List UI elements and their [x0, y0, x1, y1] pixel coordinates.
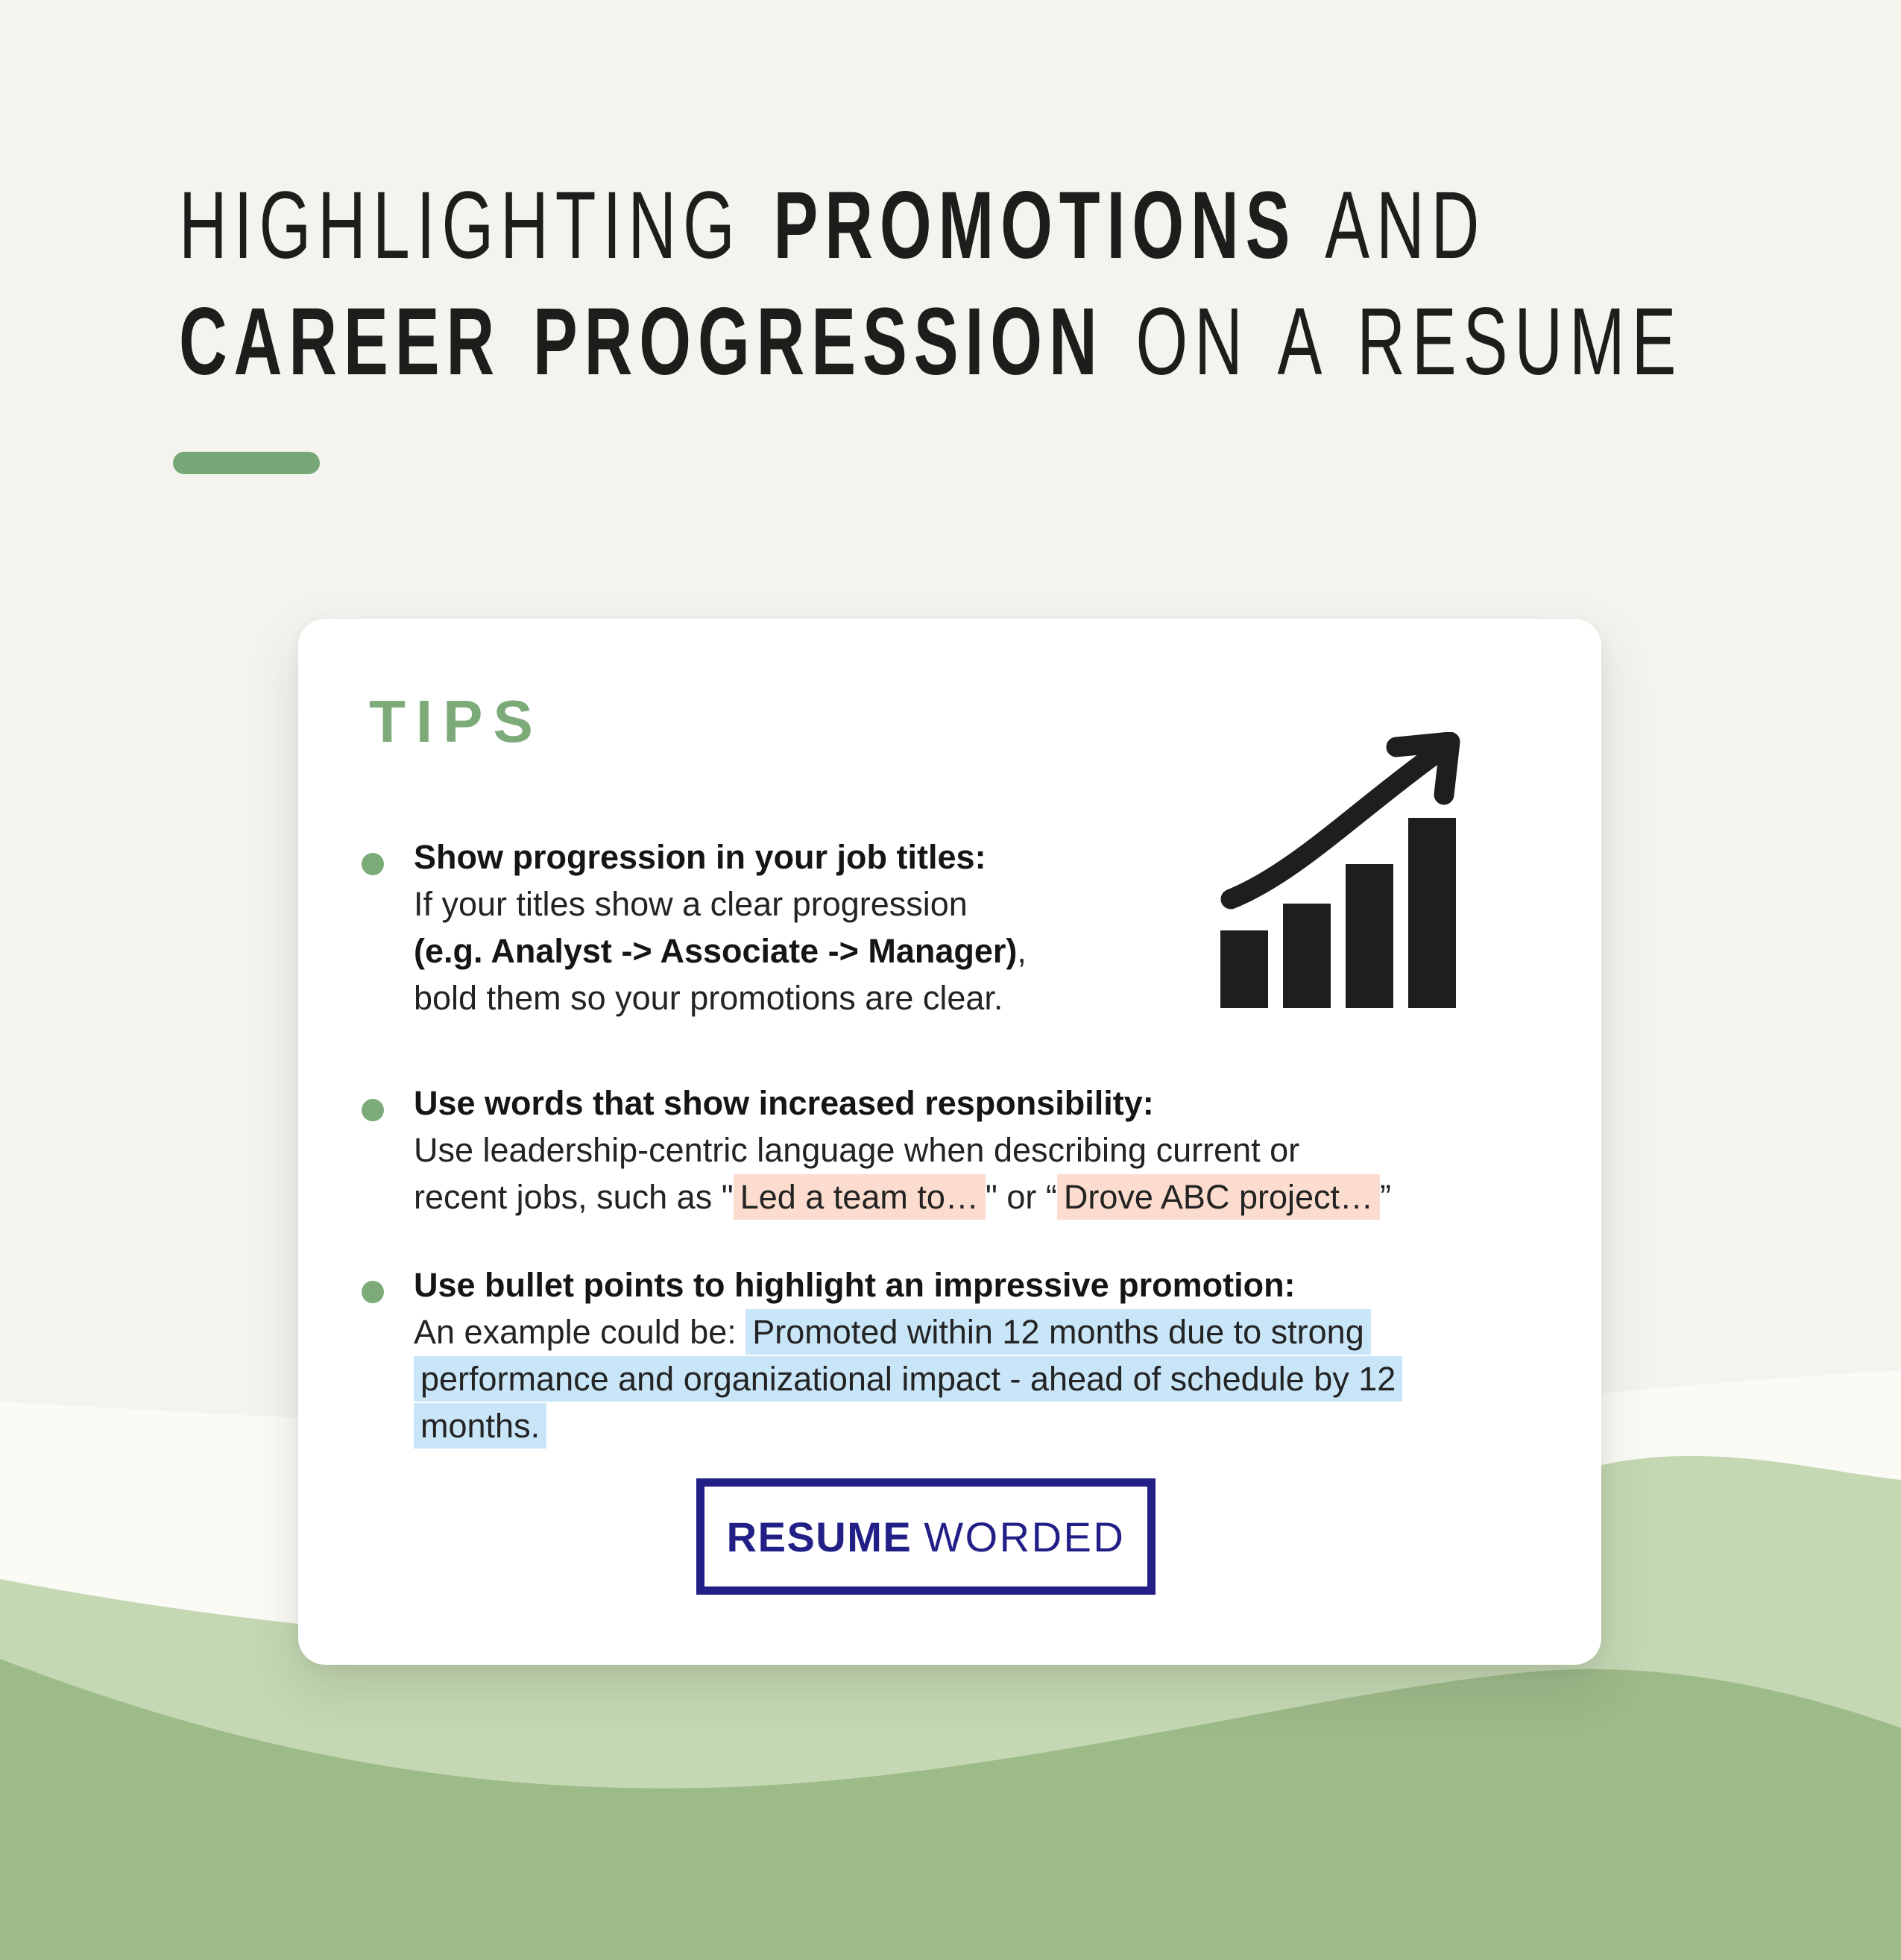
- highlight-blue: performance and organizational impact - ahead of schedule by 12: [414, 1356, 1402, 1402]
- highlight-blue: Promoted within 12 months due to strong: [745, 1309, 1370, 1355]
- tip-line: An example could be: Promoted within 12 months due to strong: [414, 1308, 1577, 1355]
- brand-name-bold: RESUME: [726, 1513, 912, 1560]
- tip-title: Use words that show increased responsibility:: [414, 1084, 1154, 1122]
- tip-item-progression: [362, 834, 1577, 1021]
- tip-item-responsibility: [362, 1080, 1577, 1220]
- tip-line: Use leadership-centric language when describing current or: [414, 1131, 1300, 1169]
- brand-name-regular: WORDED: [924, 1513, 1126, 1560]
- bullet-dot-icon: [362, 1099, 384, 1121]
- page-title-line-2: CAREER PROGRESSION ON A RESUME: [179, 289, 1683, 395]
- tip-line: recent jobs, such as " Led a team to… " or “ Drove ABC project… ”: [414, 1173, 1577, 1220]
- bullet-dot-icon: [362, 1281, 384, 1303]
- resume-worded-badge[interactable]: [696, 1478, 1156, 1595]
- bullet-dot-icon: [362, 853, 384, 875]
- tip-title: Show progression in your job titles:: [414, 838, 986, 876]
- page-title-line-1: HIGHLIGHTING PROMOTIONS AND: [179, 172, 1487, 279]
- highlight-pink: Drove ABC project…: [1057, 1174, 1380, 1220]
- tip-title: Use bullet points to highlight an impressive promotion:: [414, 1266, 1296, 1304]
- tip-line: (e.g. Analyst -> Associate -> Manager),: [414, 932, 1027, 970]
- tip-line: bold them so your promotions are clear.: [414, 979, 1003, 1017]
- tip-line: If your titles show a clear progression: [414, 885, 968, 923]
- tip-line: [414, 1355, 1577, 1402]
- tip-line: [414, 1402, 1577, 1449]
- page-title: [179, 168, 1901, 400]
- tips-card: [298, 619, 1601, 1665]
- tips-heading: TIPS: [369, 688, 543, 754]
- tip-item-bullet-points: [362, 1261, 1577, 1449]
- highlight-blue: months.: [414, 1403, 546, 1449]
- highlight-pink: Led a team to…: [734, 1174, 986, 1220]
- title-underline-dash: [173, 452, 320, 474]
